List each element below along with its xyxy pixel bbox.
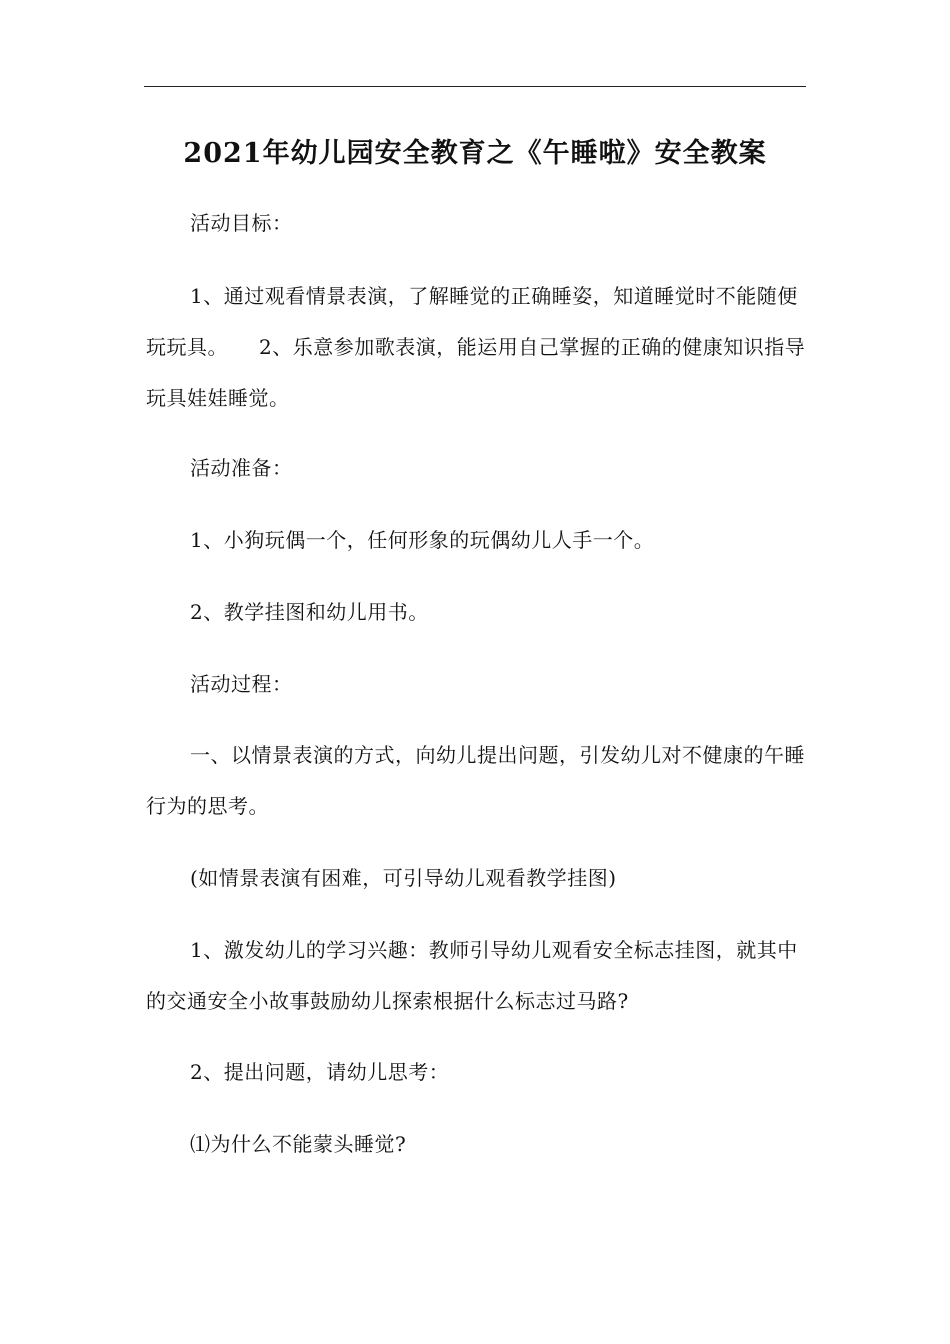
section-heading-preparation: 活动准备： [190,456,293,480]
paragraph-process-1: 一、以情景表演的方式，向幼儿提出问题，引发幼儿对不健康的午睡行为的思考。 [146,743,805,818]
header-rule [144,86,806,87]
paragraph-process-step-1: 1、激发幼儿的学习兴趣：教师引导幼儿观看安全标志挂图，就其中的交通安全小故事鼓励幼儿探索根据什么标志过马路? [146,938,798,1013]
paragraph-prep-1: 1、小狗玩偶一个，任何形象的玩偶幼儿人手一个。 [190,528,655,552]
paragraph-prep-2: 2、教学挂图和幼儿用书。 [190,600,429,624]
paragraph-process-note: (如情景表演有困难，可引导幼儿观看教学挂图) [190,866,617,890]
page-title: 2021年幼儿园安全教育之《午睡啦》安全教案 [183,138,767,169]
section-heading-process: 活动过程： [190,672,293,696]
section-heading-goals: 活动目标： [190,211,293,235]
paragraph-question-1: ⑴为什么不能蒙头睡觉? [190,1132,407,1156]
paragraph-goals-content: 1、通过观看情景表演，了解睡觉的正确睡姿，知道睡觉时不能随便玩玩具。 2、乐意参加歌表演，能运用自己掌握的正确的健康知识指导玩具娃娃睡觉。 [146,284,806,410]
paragraph-process-step-2: 2、提出问题，请幼儿思考： [190,1060,450,1084]
